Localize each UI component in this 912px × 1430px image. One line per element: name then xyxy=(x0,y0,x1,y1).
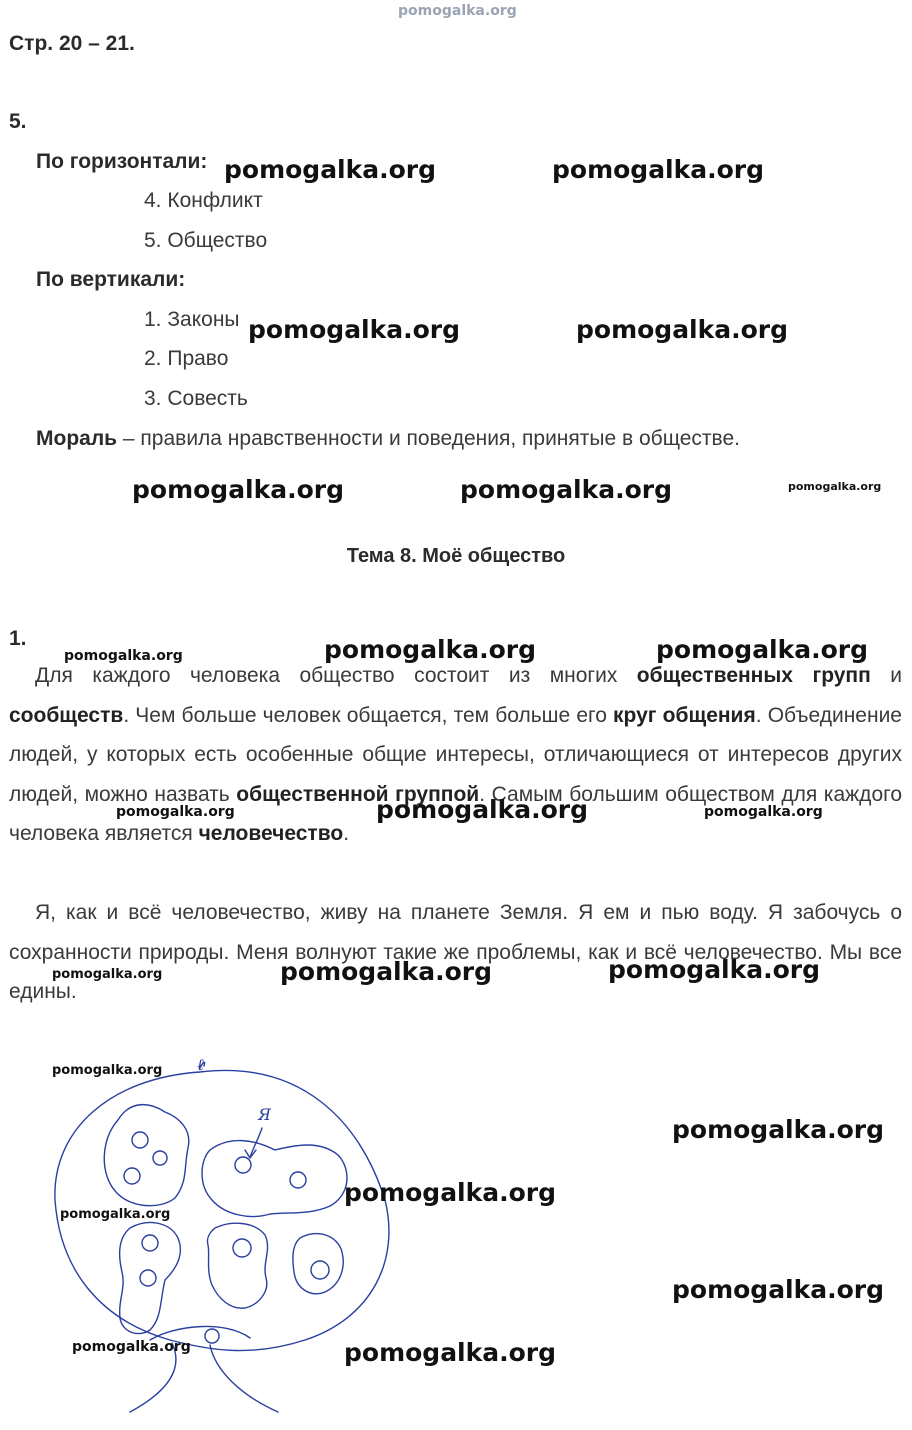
watermark: pomogalka.org xyxy=(248,315,461,344)
watermark: pomogalka.org xyxy=(132,475,345,504)
text-run: . Самым большим обществом для каждого человека является xyxy=(9,782,902,845)
watermark: pomogalka.org xyxy=(576,315,789,344)
watermark-small: pomogalka.org xyxy=(704,804,823,820)
watermark: pomogalka.org xyxy=(552,155,765,184)
bold-term: сообществ xyxy=(9,703,124,727)
bold-term: общественной группой xyxy=(236,782,480,806)
watermark-small: pomogalka.org xyxy=(64,648,183,664)
task1-number: 1. xyxy=(9,627,27,650)
watermark: pomogalka.org xyxy=(672,1275,885,1304)
watermark: pomogalka.org xyxy=(608,955,821,984)
label-top-mark: ℓ xyxy=(197,1055,204,1074)
text-run: и xyxy=(870,664,902,687)
watermark: pomogalka.org xyxy=(280,957,493,986)
watermark-small: pomogalka.org xyxy=(52,967,163,982)
vertical-item: 3. Совесть xyxy=(144,387,248,410)
watermark: pomogalka.org xyxy=(344,1338,557,1367)
group-right-top xyxy=(202,1141,347,1217)
label-me: Я xyxy=(258,1105,271,1124)
page-header: Стр. 20 – 21. xyxy=(9,32,135,55)
watermark: pomogalka.org xyxy=(344,1178,557,1207)
watermark: pomogalka.org xyxy=(376,795,589,824)
topic-title: Тема 8. Моё общество xyxy=(346,545,566,567)
task1-paragraph-2: Я, как и всё человечество, живу на планете Земля. Я ем и пью воду. Я забочусь о сохранности природы. Меня волнуют такие же проблемы, как и всё человечество. Мы все едины. xyxy=(9,901,902,1003)
text-run: . xyxy=(343,822,350,845)
moral-term: Мораль xyxy=(36,427,118,450)
text-run: . Объединение людей, у которых есть особенные общие интересы, отличающиеся от интересов других людей, можно назвать xyxy=(9,703,902,806)
watermark: pomogalka.org xyxy=(672,1115,885,1144)
group-left-top xyxy=(104,1105,189,1206)
watermark-top: pomogalka.org xyxy=(398,3,517,19)
watermark-small: pomogalka.org xyxy=(60,1207,171,1222)
text-run: Для каждого человека общество состоит из многих xyxy=(35,664,637,687)
group-right-mid xyxy=(293,1234,343,1294)
task5-number: 5. xyxy=(9,110,27,133)
vertical-label: По вертикали: xyxy=(36,268,186,291)
text-run: . Чем больше человек общается, тем больше его xyxy=(123,703,614,727)
watermark: pomogalka.org xyxy=(656,635,869,664)
horizontal-label: По горизонтали: xyxy=(36,150,208,173)
watermark: pomogalka.org xyxy=(460,475,673,504)
bold-term: человечество xyxy=(198,822,344,845)
watermark-small: pomogalka.org xyxy=(116,804,235,820)
moral-definition: – правила нравственности и поведения, принятые в обществе. xyxy=(117,427,740,450)
watermark-small: pomogalka.org xyxy=(72,1339,191,1355)
watermark-small: pomogalka.org xyxy=(52,1063,163,1078)
vertical-item: 2. Право xyxy=(144,347,229,370)
watermark: pomogalka.org xyxy=(224,155,437,184)
bold-term: круг общения xyxy=(613,703,756,727)
watermark-small: pomogalka.org xyxy=(788,480,882,493)
vertical-item: 1. Законы xyxy=(144,308,240,331)
bold-term: общественных групп xyxy=(636,664,871,687)
group-middle xyxy=(207,1223,267,1308)
watermark: pomogalka.org xyxy=(324,635,537,664)
horizontal-item: 5. Общество xyxy=(144,229,268,252)
group-left-mid xyxy=(120,1223,181,1334)
horizontal-item: 4. Конфликт xyxy=(144,189,263,212)
